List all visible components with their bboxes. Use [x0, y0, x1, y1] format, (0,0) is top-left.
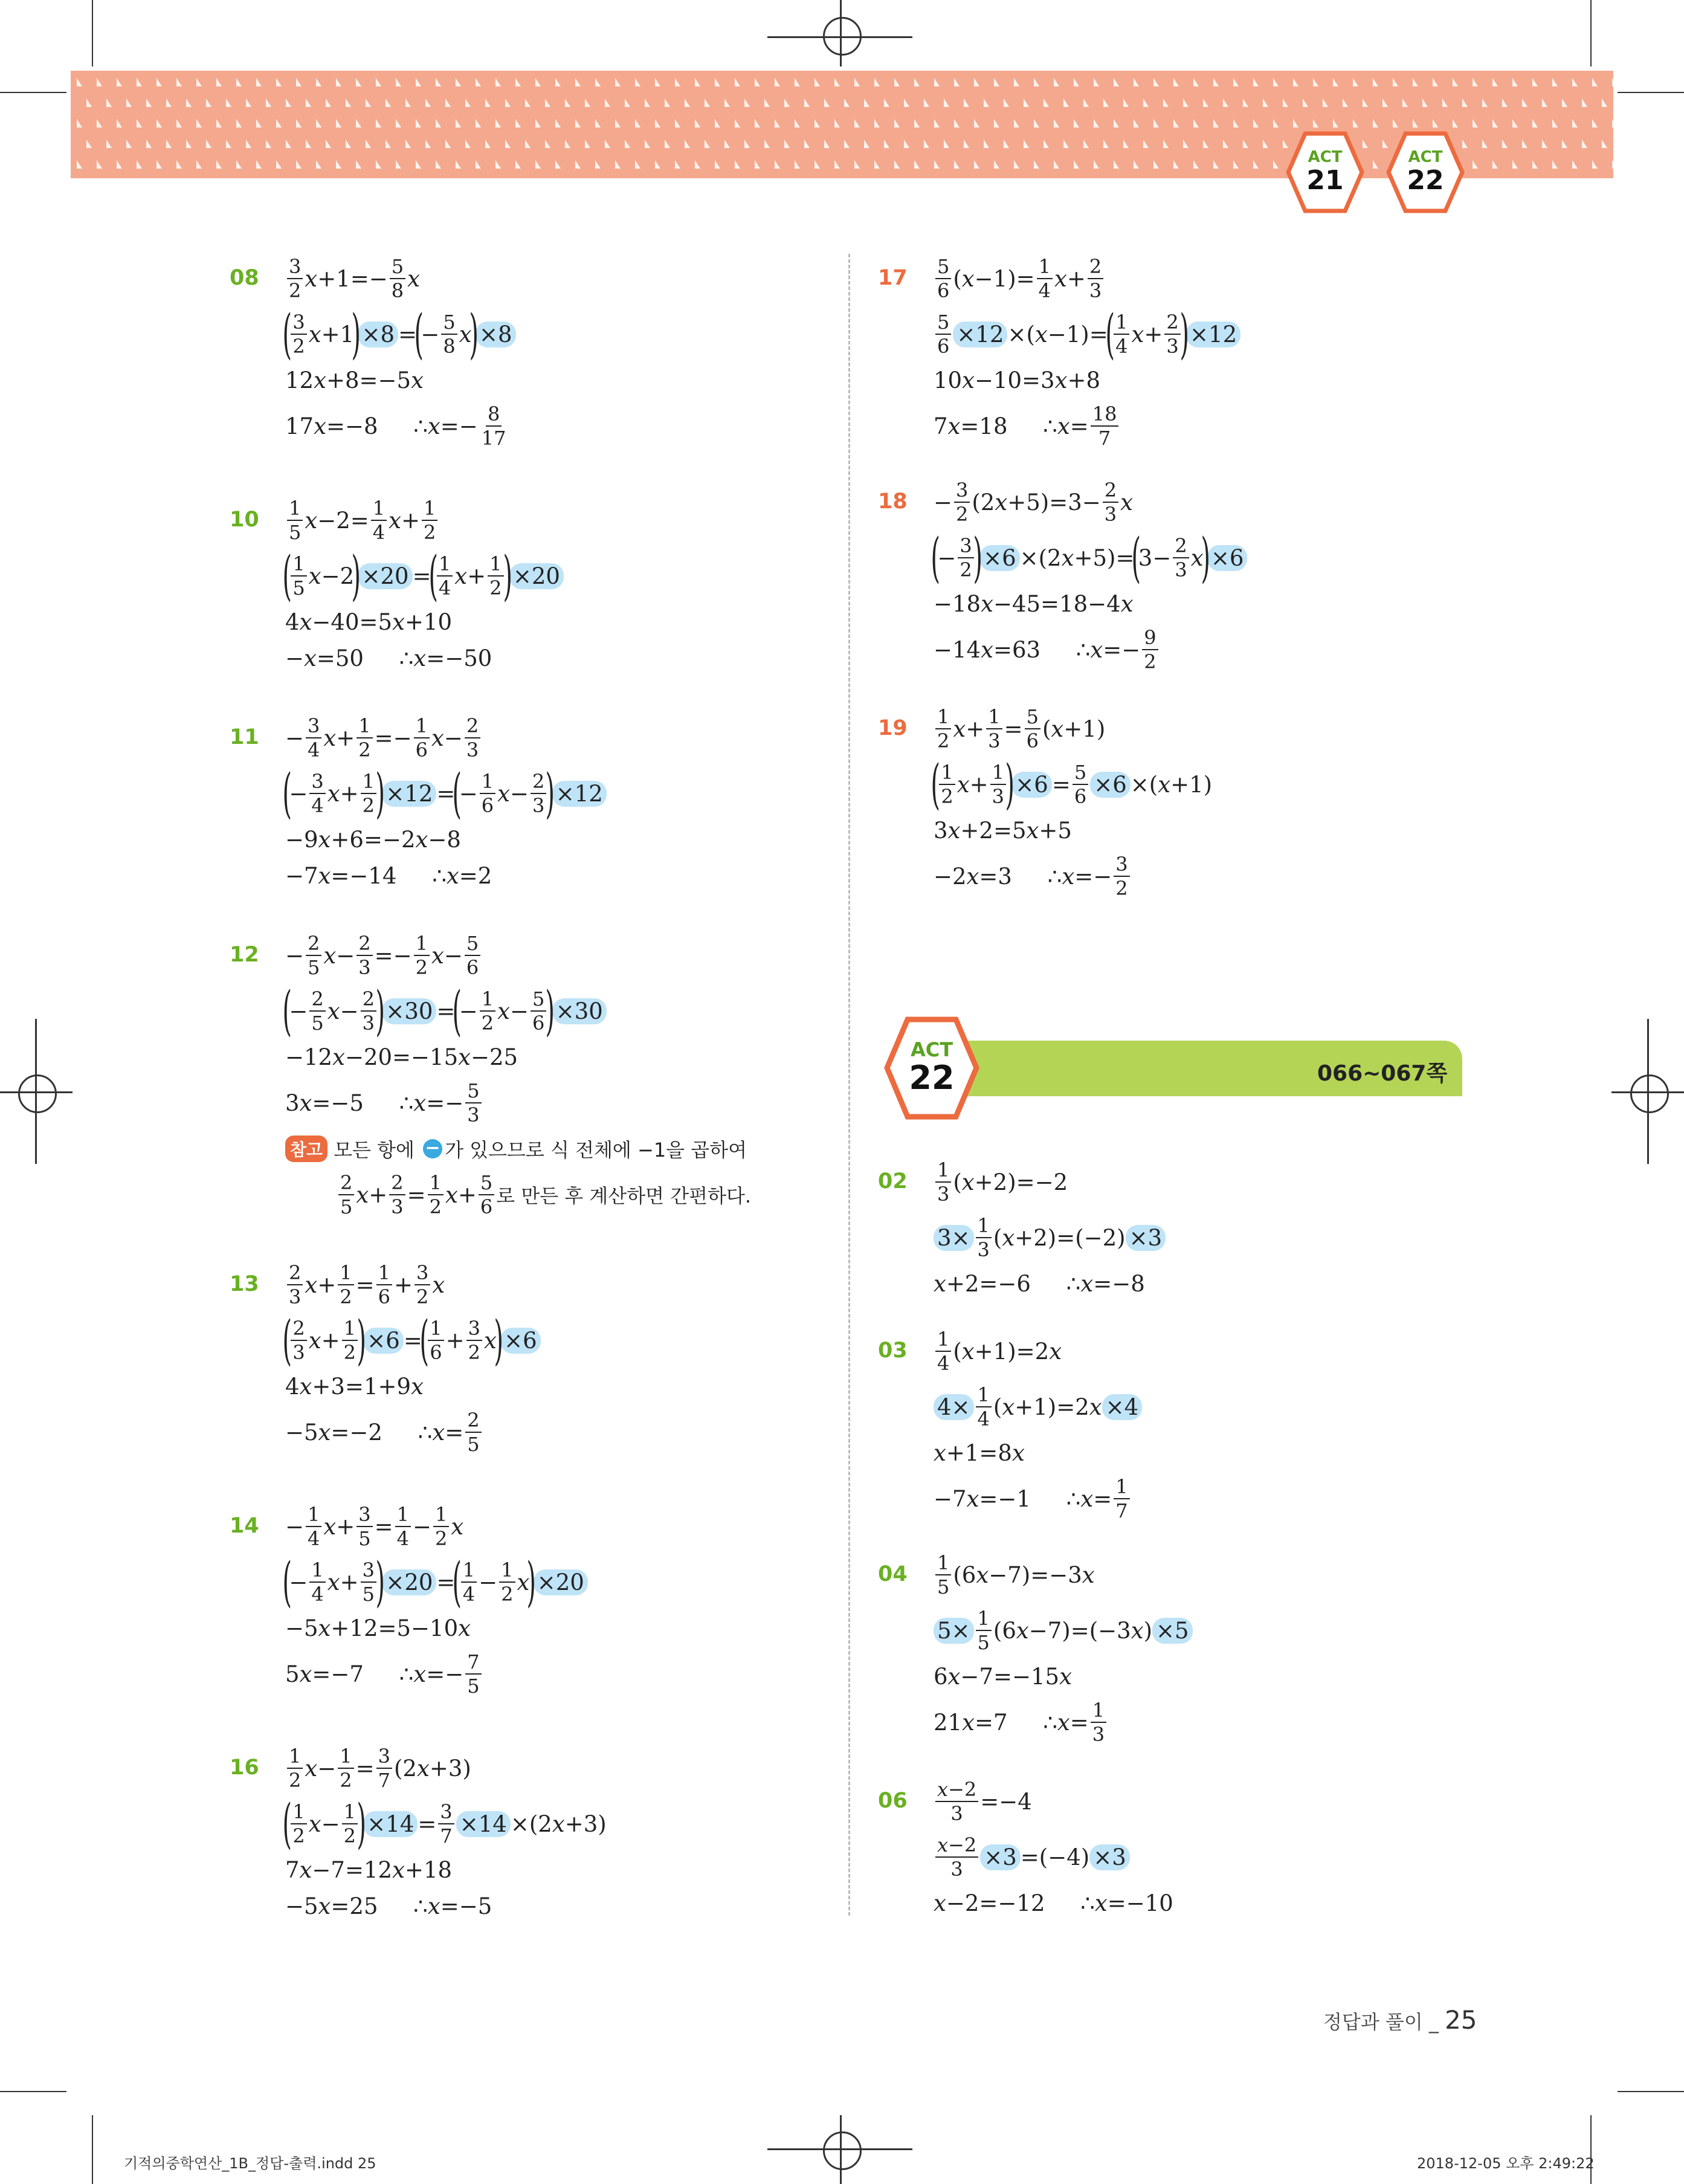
page-reference: 066~067쪽 [1317, 1061, 1448, 1086]
registration-mark [18, 1074, 57, 1113]
file-info: 기적의중학연산_1B_정답-출력.indd 25 [124, 2155, 376, 2172]
problem-14: 14 − 1 4 x + 3 5 = 1 4 − 1 2 x ( − 1 4 x + 3 5 ) ×20 = ( 1 4 − 1 2 x ) ×20 −5 x +12=5−10 x 5 x =−7 ∴ x =− 7 5 [285, 1499, 588, 1702]
problem-16: 16 1 2 x − 1 2 = 3 7 (2 x +3) ( 1 2 x − 1 2 ) ×14 = $\frac{3}{7}$ ×14 ×(2 x +3) 7 x −7=12 x +18 −5 x =25 ∴ x =−5 [230, 1745, 607, 1919]
header-banner [71, 71, 1613, 178]
problem-02: 02 1 3 ( x +2)=−2 3× $\frac{1}{3}$ ( x +2)=(−2) ×3 x +2=−6 ∴ x =−8 [934, 1154, 1166, 1302]
problem-19: 19 1 2 x + 1 3 = 5 6 ( x +1) ( 1 2 x + 1 3 ) ×6 = $\frac{5}{6}$ ×6 ×( x +1) 3 x +2=5 x +5 −2 x =3 ∴ x =− 3 2 [878, 705, 1213, 900]
problem-06: 06 x−2 3 =−4 $\frac{x-2}{3}$ ×3 =(−4) ×3 x −2=−12 ∴ x =−10 [878, 1778, 1173, 1916]
problem-08: 08 3 2 x +1=− 5 8 x ( 3 2 x +1 ) ×8 = ( − 5 8 x ) ×8 12 x +8=−5 x 17 x =−8 ∴ x =− 8 17 [285, 251, 516, 454]
problem-10: 10 1 5 x −2= 1 4 x + 1 2 ( 1 5 x −2 ) ×20 = ( 1 4 x + 1 2 ) ×20 4 x −40=5 x +10 − x =50 ∴ x =−50 [285, 493, 564, 676]
note: 참고 모든 항에 − 가 있으므로 식 전체에 −1을 곱하여 [285, 1131, 751, 1167]
problem-18: 18 − 3 2 (2 x +5)=3− 2 3 x ( − 3 2 ) ×6 ×(2 x +5)= ( 3− 2 3 x ) ×6 −18 x −45=18−4 x −14 x =63 ∴ x =− 9 2 [934, 474, 1247, 677]
problem-17: 17 5 6 ( x −1)= 1 4 x + 2 3 $\frac{5}{6}$ ×12 ×( x −1)= ( 1 4 x + 2 3 ) ×12 10 x −10=3 x +8 7 x =18 ∴ x = 18 7 [934, 251, 1240, 454]
problem-11: 11 − 3 4 x + 1 2 =− 1 6 x − 2 3 ( − 3 4 x + 1 2 ) ×12 = ( − 1 6 x − 2 3 ) ×12 −9 x +6=−2 x −8 −7 x =−14 ∴ x =2 [285, 710, 607, 894]
column-divider [848, 254, 850, 1916]
page-footer: 정답과 풀이 _ 25 [1323, 2005, 1477, 2035]
act-badge-21: ACT 21 [1286, 130, 1364, 215]
problem-04: 04 1 5 (6 x −7)=−3 x 5× $\frac{1}{5}$ (6 x −7)=(−3 x ) ×5 6 x −7=−15 x 21 x =7 ∴ x = 1 3 [934, 1547, 1193, 1750]
problem-12: 12 − 2 5 x − 2 3 =− 1 2 x − 5 6 ( − 2 5 x − 2 3 ) ×30 = ( − 1 2 x − 5 6 ) ×30 −12 x −20=−15 x −25 3 x =−5 ∴ x =− 5 3 참고 모든 항에 − 가 있으므로 식 전체에 −1을 곱하여 2 5 x + 2 3 = 1 2 x + 5 6 로 만든 후 계산하면 간편하다. [230, 932, 752, 1218]
print-stamp: 2018-12-05 오후 2:49:22 [1417, 2155, 1595, 2172]
problem-03: 03 1 4 ( x +1)=2 x 4× $\frac{1}{4}$ ( x +1)=2 x ×4 x +1=8 x −7 x =−1 ∴ x = 1 7 [934, 1323, 1142, 1527]
problem-13: 13 2 3 x + 1 2 = 1 6 + 3 2 x ( 2 3 x + 1 2 ) ×6 = ( 1 6 + 3 2 x ) ×6 4 x +3=1+9 x −5 x =−2 ∴ x = 2 5 [285, 1257, 541, 1460]
registration-mark [1630, 1074, 1669, 1113]
registration-mark [823, 2131, 862, 2170]
act-badge-22: ACT 22 [1386, 130, 1465, 215]
registration-mark [823, 17, 862, 56]
act-badge-section: ACT 22 [883, 1015, 980, 1121]
